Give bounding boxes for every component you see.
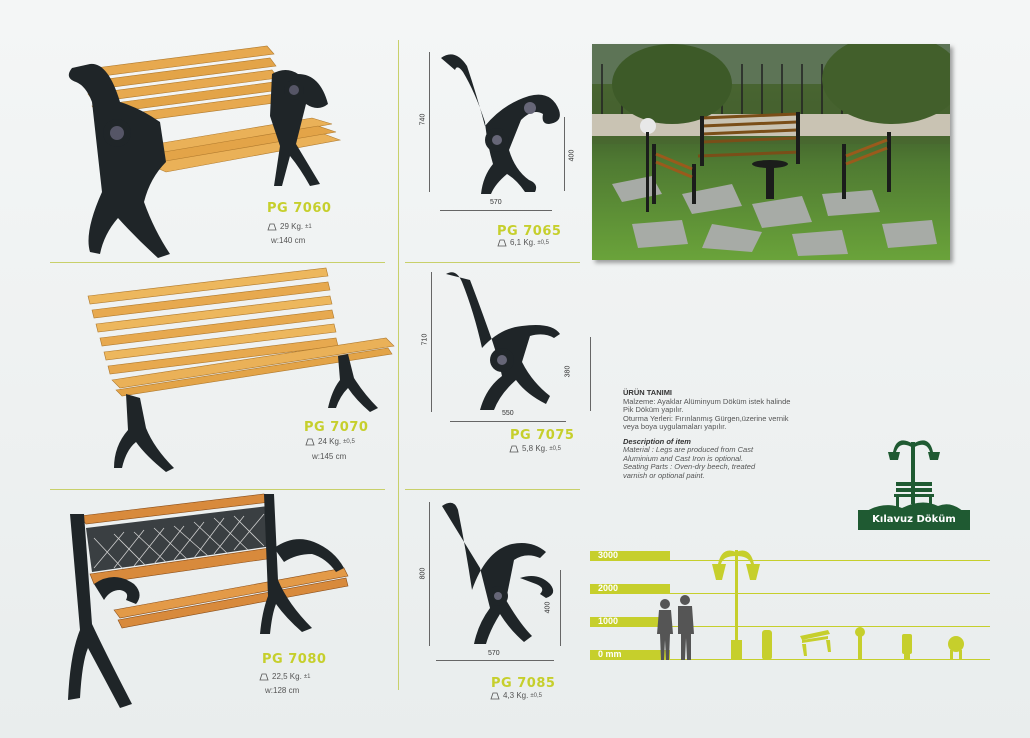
dim-depth: 550 (502, 410, 514, 417)
weight-tolerance: ±0,5 (549, 445, 561, 452)
dim-depth-line (450, 421, 566, 422)
weight-icon (304, 438, 316, 446)
description-line: Material : Legs are produced from Cast (623, 445, 754, 454)
leg-pg7075-image (442, 270, 572, 415)
product-weight (489, 691, 542, 700)
dim-depth-line (436, 660, 554, 661)
scale-figures (650, 540, 980, 662)
dim-height: 740 (419, 113, 427, 126)
product-weight (266, 222, 312, 231)
product-code: PG 7075 (510, 428, 575, 443)
bench-pg7070-image (86, 266, 396, 481)
weight-tolerance: ±0,5 (530, 692, 542, 699)
weight-value: 22,5 Kg. (272, 672, 302, 681)
weight-icon (258, 673, 270, 681)
dim-height-line (429, 52, 430, 192)
leg-pg7085-image (440, 500, 560, 650)
dim-seat-line (564, 117, 565, 191)
description-line: Aluminium and Cast Iron is optional. (623, 453, 744, 463)
dim-seat-line (560, 570, 561, 646)
description-line: varnish or optional paint. (623, 470, 705, 480)
garden-photo (592, 44, 950, 260)
row-separator-4 (405, 489, 580, 490)
dim-depth: 570 (490, 199, 502, 206)
product-weight (508, 444, 561, 453)
product-code: PG 7085 (491, 676, 556, 691)
description-line: veya boya uygulamaları yapılır. (623, 422, 727, 431)
weight-value: 5,8 Kg. (522, 444, 548, 453)
weight-value: 4,3 Kg. (503, 691, 529, 700)
dim-seat: 380 (564, 365, 572, 378)
product-weight (496, 238, 549, 247)
weight-icon (266, 223, 278, 231)
logo-text: Kılavuz Döküm (858, 510, 970, 530)
weight-tolerance: ±1 (305, 223, 312, 230)
scale-label: 2000 (598, 583, 619, 593)
leg-pg7065-image (435, 50, 565, 195)
product-code: PG 7080 (262, 652, 327, 667)
product-width: w:140 cm (271, 236, 306, 245)
dim-seat-line (590, 337, 591, 411)
weight-tolerance: ±0,5 (537, 239, 549, 246)
product-description (623, 389, 823, 480)
bench-pg7080-image (64, 488, 354, 710)
description-line: Seating Parts : Oven-dry beech, treated (623, 462, 756, 471)
dim-seat: 400 (544, 601, 552, 614)
description-title-en: Description of item (623, 436, 691, 446)
dim-depth: 570 (488, 650, 500, 657)
garden-scene (592, 44, 950, 260)
weight-icon (508, 445, 520, 453)
column-separator (398, 40, 399, 690)
dim-depth-line (440, 210, 552, 211)
description-line: Oturma Yerleri: Fırınlanmış Gürgen,üzerine vernik (623, 413, 789, 423)
weight-tolerance: ±1 (303, 673, 311, 680)
weight-icon (496, 239, 508, 247)
product-width: w:145 cm (312, 452, 347, 461)
product-code: PG 7070 (304, 420, 369, 435)
scale-label: 1000 (598, 616, 619, 626)
weight-tolerance: ±0,5 (343, 438, 355, 445)
row-separator-1 (50, 262, 385, 263)
weight-value: 29 Kg. (280, 222, 304, 231)
scale-label: 0 mm (598, 649, 622, 659)
product-code: PG 7060 (267, 201, 332, 216)
weight-value: 6,1 Kg. (510, 238, 536, 247)
weight-icon (489, 692, 501, 700)
product-code: PG 7065 (497, 224, 562, 239)
lamp-bench-logo-icon (858, 432, 970, 514)
row-separator-3 (405, 262, 580, 263)
scale-label: 3000 (598, 550, 619, 560)
description-title-tr: ÜRÜN TANIMI (623, 388, 673, 397)
product-width: w:128 cm (265, 686, 300, 695)
brand-logo (858, 432, 970, 536)
dim-height: 710 (421, 333, 429, 346)
dim-height-line (431, 272, 432, 412)
product-weight (304, 437, 355, 446)
description-line: Malzeme: Ayaklar Alüminyum Döküm istek halinde (623, 396, 791, 406)
product-weight (258, 672, 310, 681)
dim-seat: 400 (568, 149, 576, 162)
dim-height-line (429, 502, 430, 646)
weight-value: 24 Kg. (318, 437, 342, 446)
dim-height: 800 (419, 567, 427, 580)
description-line: Pik Döküm yapılır. (623, 405, 684, 414)
